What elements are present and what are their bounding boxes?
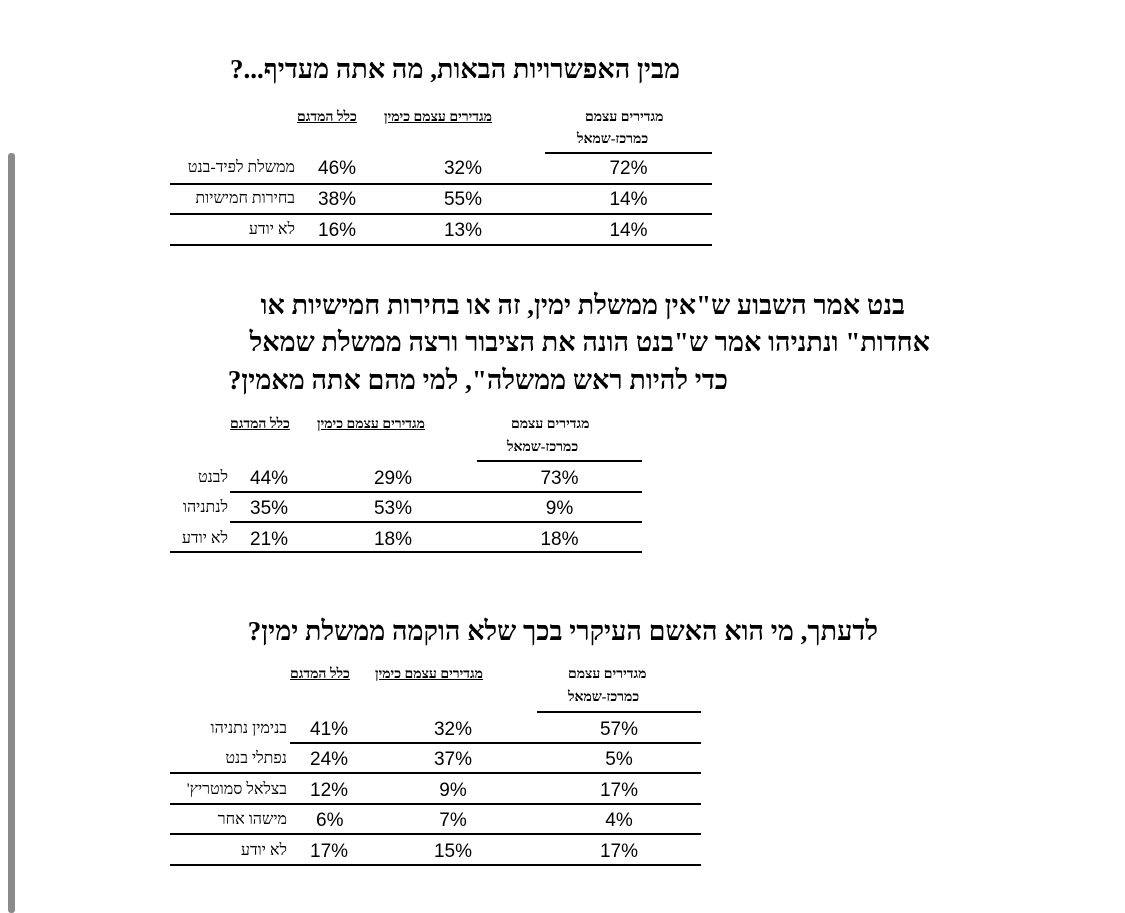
right-value: 15% xyxy=(433,841,473,862)
center-left-value: 57% xyxy=(599,719,639,740)
scrollbar[interactable] xyxy=(8,153,15,913)
header-underline xyxy=(545,152,712,154)
total-value: 16% xyxy=(318,220,357,241)
right-value: 32% xyxy=(433,719,473,740)
center-left-value: 14% xyxy=(609,189,648,210)
row-divider xyxy=(170,183,712,185)
section-2-header-center-left-1: מגדירים עצמם xyxy=(511,417,590,432)
section-1-header-right: מגדירים עצמם כימין xyxy=(384,110,492,125)
section-2-header-total: כלל המדגם xyxy=(230,417,290,432)
section-3-header-right: מגדירים עצמם כימין xyxy=(375,667,483,682)
row-divider xyxy=(170,833,701,835)
right-value: 55% xyxy=(443,189,483,210)
section-2-question-line-1: בנט אמר השבוע ש"אין ממשלת ימין, זה או בחירות חמישיות או xyxy=(260,290,905,320)
section-3-header-total: כלל המדגם xyxy=(290,667,350,682)
row-label: לבנט xyxy=(197,469,228,486)
row-divider xyxy=(170,803,701,805)
row-label: נפתלי בנט xyxy=(225,750,287,767)
total-value: 24% xyxy=(310,749,349,770)
section-2-question-line-2: אחדות" ונתניהו אמר ש"בנט הונה את הציבור ורצה ממשלת שמאל xyxy=(249,327,930,357)
center-left-value: 17% xyxy=(599,780,639,801)
total-value: 12% xyxy=(310,780,349,801)
right-value: 9% xyxy=(439,780,467,801)
total-value: 44% xyxy=(250,468,289,489)
header-underline xyxy=(537,711,701,713)
center-left-value: 14% xyxy=(609,220,648,241)
section-3-question: לדעתך, מי הוא האשם העיקרי בכך שלא הוקמה ממשלת ימין? xyxy=(247,616,878,646)
row-divider xyxy=(170,551,642,553)
header-underline xyxy=(477,460,642,462)
total-value: 46% xyxy=(318,158,357,179)
section-1-question: מבין האפשרויות הבאות, מה אתה מעדיף...? xyxy=(230,54,680,84)
center-left-value: 72% xyxy=(609,158,648,179)
right-value: 7% xyxy=(439,810,467,831)
row-label: בצלאל סמוטריץ' xyxy=(186,781,287,798)
total-value: 35% xyxy=(250,498,289,519)
total-value: 21% xyxy=(250,529,289,550)
row-label: ממשלת לפיד-בנט xyxy=(187,159,295,176)
section-2-question-line-3: כדי להיות ראש ממשלה", למי מהם אתה מאמין? xyxy=(227,365,728,395)
center-left-value: 73% xyxy=(540,468,579,489)
section-3-header-center-left-2: כמרכז-שמאל xyxy=(568,690,640,705)
row-label: לא יודע xyxy=(240,842,287,859)
total-value: 6% xyxy=(316,810,344,831)
row-divider xyxy=(170,864,701,866)
right-value: 37% xyxy=(433,749,473,770)
section-3-header-center-left-1: מגדירים עצמם xyxy=(568,667,647,682)
row-label: בנימין נתניהו xyxy=(210,720,287,737)
row-label: לא יודע xyxy=(248,221,295,238)
total-value: 38% xyxy=(318,189,357,210)
row-label: לא יודע xyxy=(181,530,228,547)
section-2-header-center-left-2: כמרכז-שמאל xyxy=(507,440,579,455)
row-divider xyxy=(170,772,701,774)
total-value: 17% xyxy=(310,841,349,862)
right-value: 32% xyxy=(443,158,483,179)
center-left-value: 17% xyxy=(599,841,639,862)
row-divider xyxy=(170,213,712,215)
right-value: 53% xyxy=(373,498,413,519)
center-left-value: 4% xyxy=(605,810,633,831)
center-left-value: 5% xyxy=(605,749,633,770)
right-value: 18% xyxy=(373,529,413,550)
total-value: 41% xyxy=(310,719,349,740)
section-1-header-total: כלל המדגם xyxy=(297,110,357,125)
row-divider xyxy=(290,742,701,744)
right-value: 29% xyxy=(373,468,413,489)
row-divider xyxy=(230,491,642,493)
section-2-header-right: מגדירים עצמם כימין xyxy=(317,417,425,432)
row-divider xyxy=(230,521,642,523)
row-divider xyxy=(170,244,712,246)
row-label: בחירות חמישיות xyxy=(195,190,295,207)
row-label: מישהו אחר xyxy=(217,811,287,828)
section-1-header-center-left-1: מגדירים עצמם xyxy=(585,110,664,125)
center-left-value: 9% xyxy=(545,498,574,519)
center-left-value: 18% xyxy=(540,529,579,550)
section-1-header-center-left-2: כמרכז-שמאל xyxy=(577,132,649,147)
right-value: 13% xyxy=(443,220,483,241)
row-label: לנתניהו xyxy=(182,499,228,516)
